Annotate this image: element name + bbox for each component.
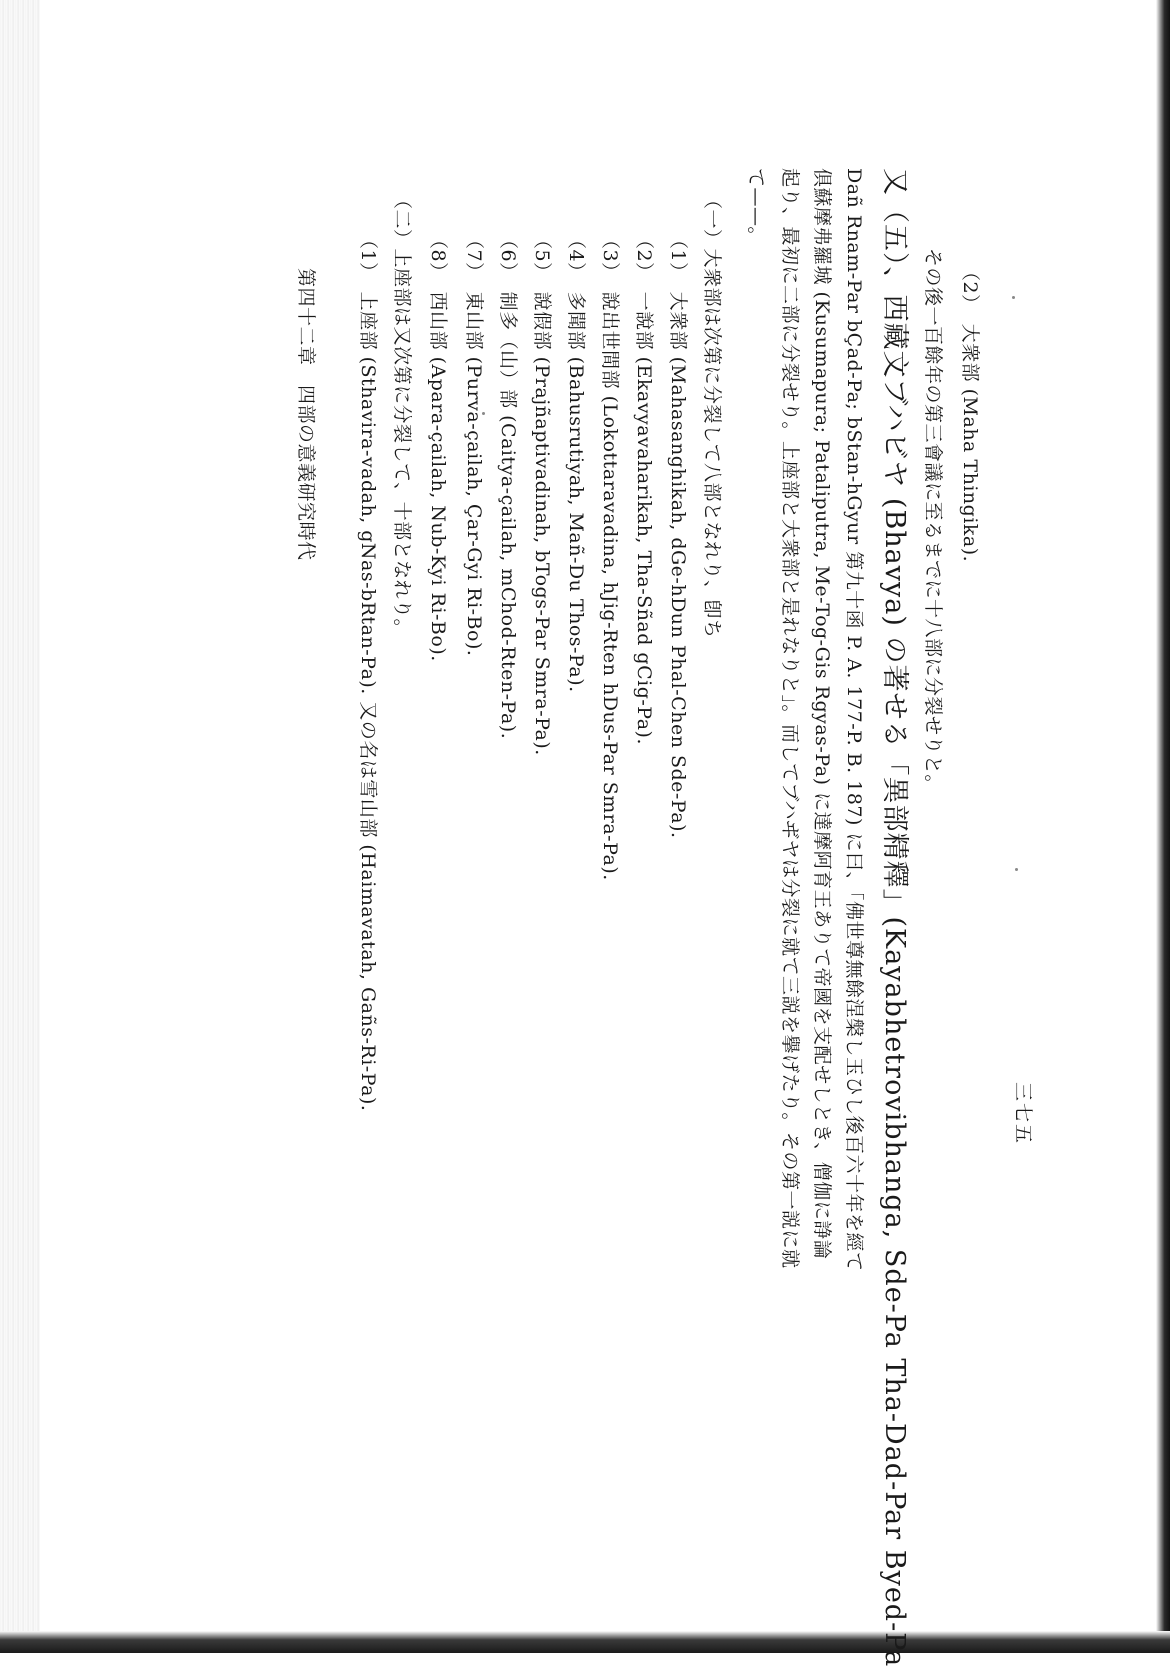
running-head: 第四十二章 四部の意義研究時代 bbox=[295, 268, 317, 561]
text-line-4: Dañ Rnam-Par bÇad-Pa; bStan-hGyur 第九十函 P. A. 177-P. B. 187) に曰、「佛世尊無餘涅槃し玉ひし後百六十年を經て bbox=[843, 168, 865, 1272]
text-line-10: （2） 一說部 (Ekavyavaharikah, Tha-Sñad gCig-Pa). bbox=[633, 230, 655, 745]
page-number: 三七五 bbox=[1012, 1082, 1034, 1146]
text-line-9: （1） 大衆部 (Mahasanghikah, dGe-hDun Phal-Chen Sde-Pa). bbox=[667, 230, 689, 839]
text-line-17: （二）上座部は又次第に分裂して、十部となれり。 bbox=[391, 190, 413, 639]
text-line-5: 俱蘇摩弗羅城 (Kusumapura; Pataliputra, Me-Tog-Gis Rgyas-Pa) に達摩阿育王ありて帝國を支配せしとき、僧伽に諍論 bbox=[811, 168, 833, 1260]
text-line-16: （8） 西山部 (Apara-çailah, Nub-Kyi Ri-Bo). bbox=[427, 230, 449, 662]
text-line-7: て——。 bbox=[745, 168, 767, 247]
text-line-3: 又（五）、西藏文ブハビヤ (Bhavya) の著せる「異部精釋」(Kayabhetrovibhanga, Sde-Pa Tha-Dad-Par Byed-Pa bbox=[879, 168, 910, 1667]
text-line-18: （1） 上座部 (Sthavira-vadah, gNas-bRtan-Pa). 又の名は雪山部 (Haimavatah, Gañs-Ri-Pa). bbox=[357, 230, 379, 1112]
text-line-14: （6） 制多（山）部 (Caitya-çailah, mChod-Rten-Pa). bbox=[497, 230, 519, 740]
text-line-15: （7） 東山部 (Purva-çailah, Çar-Gyi Ri-Bo). bbox=[463, 230, 485, 657]
text-line-6: 起り、最初に二部に分裂せり。上座部と大衆部と是れなりと」。而してブハヸヤは分裂に就て三説を擧げたり。その第一説に就 bbox=[779, 168, 801, 1269]
text-line-12: （4） 多聞部 (Bahusrutiyah, Mañ-Du Thos-Pa). bbox=[565, 230, 587, 693]
text-line-1: （2） 大衆部 (Maha Thingika). bbox=[959, 262, 981, 563]
text-line-8: （一）大衆部は次第に分裂して八部となれり、卽ち bbox=[701, 190, 723, 639]
text-line-11: （3） 說出世間部 (Lokottaravadina, hJig-Rten hDus-Par Smra-Pa). bbox=[599, 230, 621, 881]
text-line-13: （5） 說假部 (Prajñaptivadinah, bTogs-Par Smra-Pa). bbox=[531, 230, 553, 756]
text-line-2: その後一百餘年の第三會議に至るまでに十八部に分裂せりと。 bbox=[922, 248, 944, 795]
